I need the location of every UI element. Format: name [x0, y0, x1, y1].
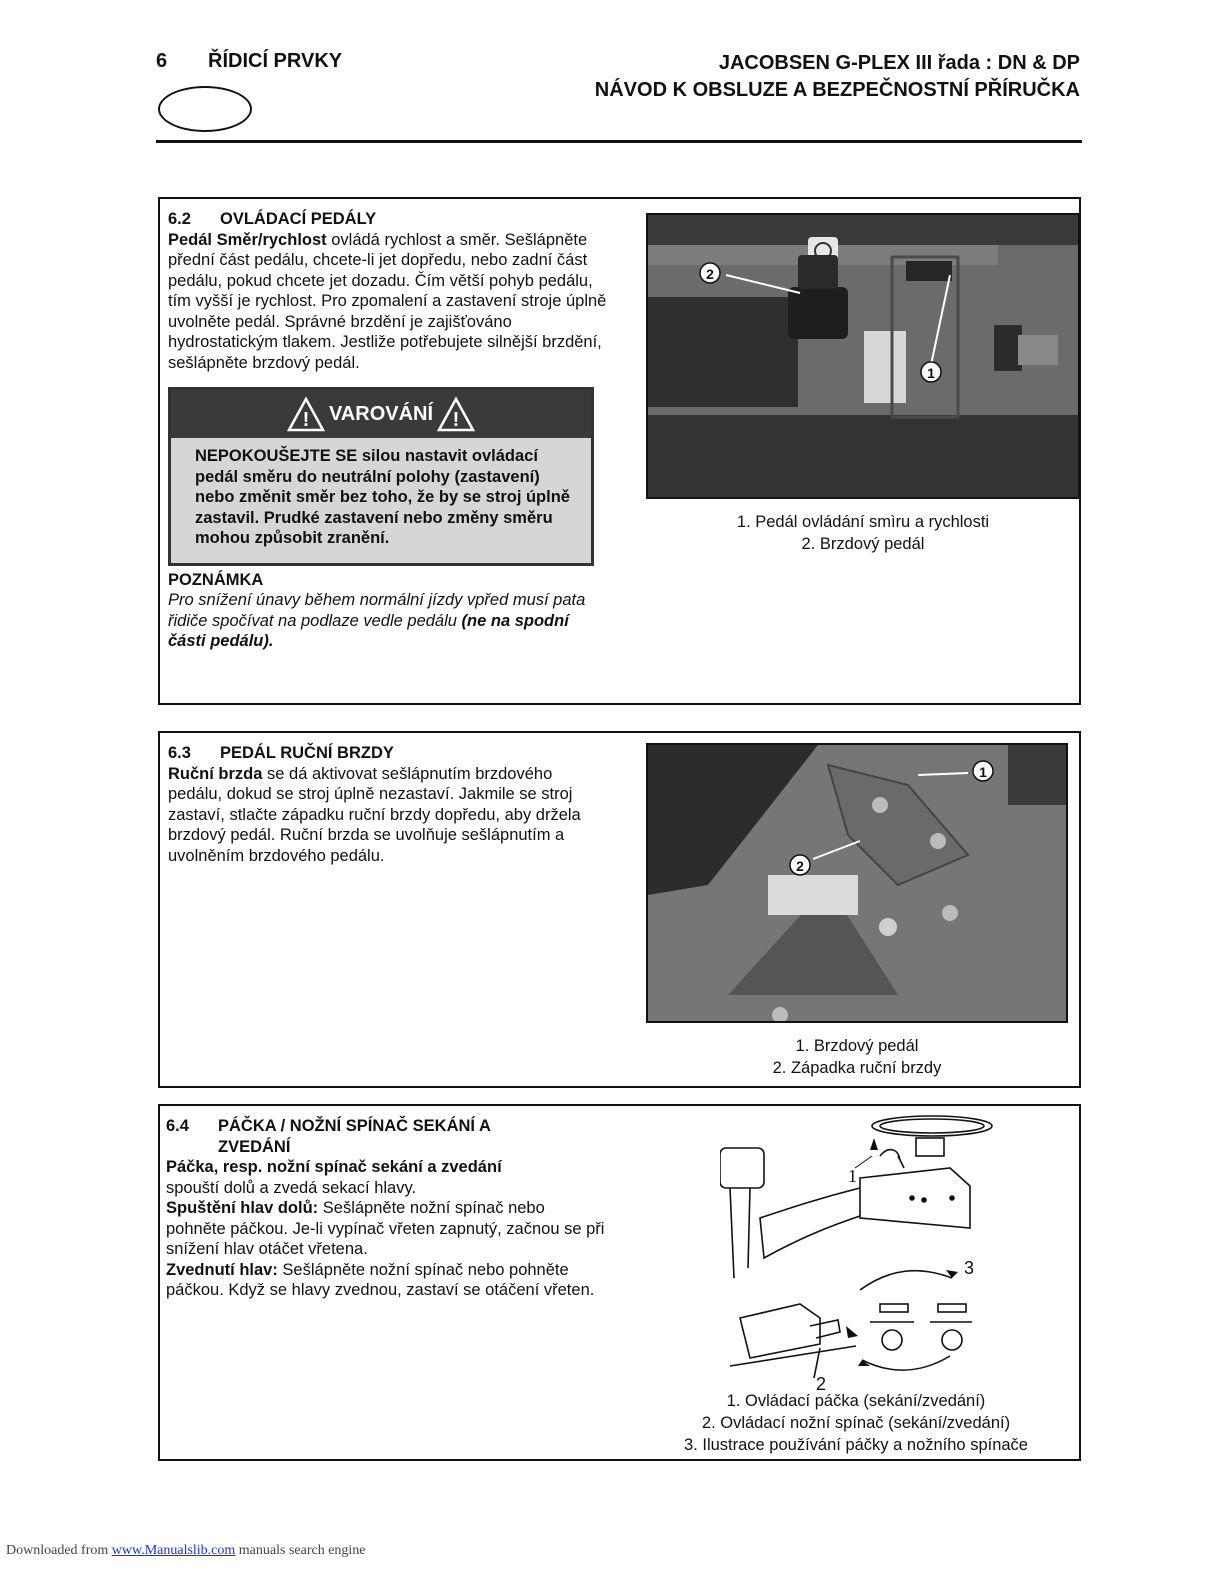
section-6-4-raise	[166, 1260, 606, 1301]
section-6-2-body: Sešlápněte přední část pedálu, chcete-li jet dopředu, nebo zadní část pedálu, pokud chcete jet dozadu. Čím větší pohyb pedálu, tím vyšší je rychlost. Pro zpomalení a zastavení stroje úplně uvolněte pedál. Správné brzdění je zajišťováno hydrostatickým tlakem. Jestliže potřebujete silnější brzdění, sešlápněte brzdový pedál.	[168, 230, 607, 372]
callout-2: 2	[706, 266, 714, 282]
illustration-label-3: 3	[964, 1258, 975, 1278]
pedals-caption-1: 1. Pedál ovládání smìru a rychlosti	[736, 513, 990, 531]
section-6-2-paragraph	[168, 230, 608, 374]
section-6-3-number: 6.3	[168, 744, 191, 762]
footer-suffix: manuals search engine	[235, 1543, 366, 1558]
parking-brake-photo-image	[648, 745, 1066, 1021]
section-number: 6	[156, 50, 168, 72]
warning-title: VAROVÁNÍ	[328, 402, 434, 425]
mow-lift-caption-3: 3. Ilustrace používání páčky a nožního spínače	[684, 1436, 1028, 1454]
mow-lift-caption-2: 2. Ovládací nožní spínač (sekání/zvedání)	[701, 1414, 1011, 1432]
section-6-3	[158, 731, 1081, 1088]
svg-text:!: !	[452, 409, 460, 431]
mow-lift-caption	[646, 1390, 1066, 1456]
download-footer	[6, 1543, 366, 1559]
section-6-2-number: 6.2	[168, 210, 191, 228]
section-6-4-title	[166, 1116, 606, 1137]
parking-brake-photo	[646, 743, 1068, 1023]
manualslib-link[interactable]: www.Manualslib.com	[111, 1543, 236, 1558]
section-6-4-text	[166, 1116, 606, 1301]
illustration-label-2: 2	[816, 1374, 827, 1394]
section-6-2-title-text: OVLÁDACÍ PEDÁLY	[220, 210, 377, 228]
pedals-caption-2: 2. Brzdový pedál	[801, 535, 925, 553]
section-6-4-lead	[166, 1157, 606, 1178]
document-title-line1: JACOBSEN G-PLEX III řada : DN & DP	[718, 52, 1080, 74]
section-6-4-lead-bold: Páčka, resp. nožní spínač sekání a zvedání	[166, 1158, 502, 1176]
parking-brake-caption	[646, 1035, 1068, 1079]
section-6-4-title-line1: PÁČKA / NOŽNÍ SPÍNAČ SEKÁNÍ A	[218, 1117, 491, 1135]
note-text	[168, 590, 608, 652]
brake-callout-2: 2	[796, 858, 804, 874]
warning-text: NEPOKOUŠEJTE SE silou nastavit ovládací pedál směru do neutrální polohy (zastavení) nebo změnit směr bez toho, že by se stroj úplně zastavil. Prudké zastavení nebo změny směru mohou způsobit zranění.	[195, 447, 570, 547]
note-title: POZNÁMKA	[168, 570, 264, 589]
section-6-2-lead-rest: ovládá rychlost a směr.	[326, 230, 500, 249]
illustration-label-1: 1	[848, 1166, 857, 1186]
parking-brake-caption-1: 1. Brzdový pedál	[795, 1037, 919, 1055]
pedals-caption	[646, 511, 1080, 555]
language-oval	[158, 86, 252, 132]
header-rule	[156, 140, 1082, 143]
section-6-3-title-text: PEDÁL RUČNÍ BRZDY	[220, 744, 394, 762]
section-6-4-title-line2: ZVEDÁNÍ	[218, 1137, 291, 1156]
section-heading	[156, 50, 342, 73]
section-6-3-paragraph	[168, 764, 608, 867]
section-6-3-text	[168, 743, 608, 866]
section-6-2	[158, 197, 1081, 705]
section-6-4-lower-bold: Spuštění hlav dolů:	[166, 1199, 319, 1217]
pedals-photo	[646, 213, 1080, 499]
warning-box	[168, 387, 594, 566]
section-title: ŘÍDICÍ PRVKY	[208, 50, 343, 72]
warning-triangle-icon	[287, 396, 325, 432]
brake-callout-1: 1	[979, 764, 987, 780]
warning-header	[171, 390, 591, 438]
document-title-line2: NÁVOD K OBSLUZE A BEZPEČNOSTNÍ PŘÍRUČKA	[594, 79, 1080, 101]
section-6-3-lead: Ruční brzda	[168, 764, 263, 783]
section-6-4-raise-bold: Zvednutí hlav:	[166, 1260, 278, 1279]
mow-lift-illustration	[720, 1108, 1020, 1394]
section-6-2-title	[168, 209, 608, 230]
section-6-4-lower	[166, 1198, 606, 1260]
footer-prefix: Downloaded from	[6, 1543, 112, 1558]
svg-text:!: !	[302, 409, 310, 431]
note-text-body: Pro snížení únavy během normální jízdy vpřed musí pata řidiče spočívat na podlaze vedle pedálu	[168, 591, 586, 630]
section-6-4-raise-text: Sešlápněte nožní spínač nebo pohněte páčkou. Když se hlavy zvednou, zastaví se otáčení vřeten.	[166, 1260, 595, 1299]
section-6-4-lower-text: Sešlápněte nožní spínač nebo pohněte páčkou. Je-li vypínač vřeten zapnutý, začnou se při snížení hlav otáčet vřetena.	[166, 1199, 605, 1258]
section-6-4-number: 6.4	[166, 1117, 189, 1135]
parking-brake-caption-2: 2. Západka ruční brzdy	[772, 1059, 942, 1077]
callout-1: 1	[927, 365, 935, 381]
section-6-4	[158, 1104, 1081, 1461]
section-6-3-title	[168, 743, 608, 764]
pedals-photo-image	[648, 215, 1078, 497]
mow-lift-caption-1: 1. Ovládací páčka (sekání/zvedání)	[726, 1392, 986, 1410]
section-6-2-text	[168, 209, 608, 652]
document-title	[595, 50, 1080, 104]
warning-triangle-icon	[437, 396, 475, 432]
section-6-3-body: se dá aktivovat sešlápnutím brzdového pedálu, dokud se stroj úplně nezastaví. Jakmile se stroj zastaví, stlačte západku ruční brzdy dopředu, aby držela brzdový pedál. Ruční brzda se uvolňuje sešlápnutím a uvolněním brzdového pedálu.	[168, 764, 581, 865]
section-6-2-lead: Pedál Směr/rychlost	[168, 230, 327, 249]
section-6-4-lead-rest: spouští dolů a zvedá sekací hlavy.	[166, 1178, 417, 1197]
note-text-bold: (ne na spodní části pedálu).	[168, 611, 569, 650]
